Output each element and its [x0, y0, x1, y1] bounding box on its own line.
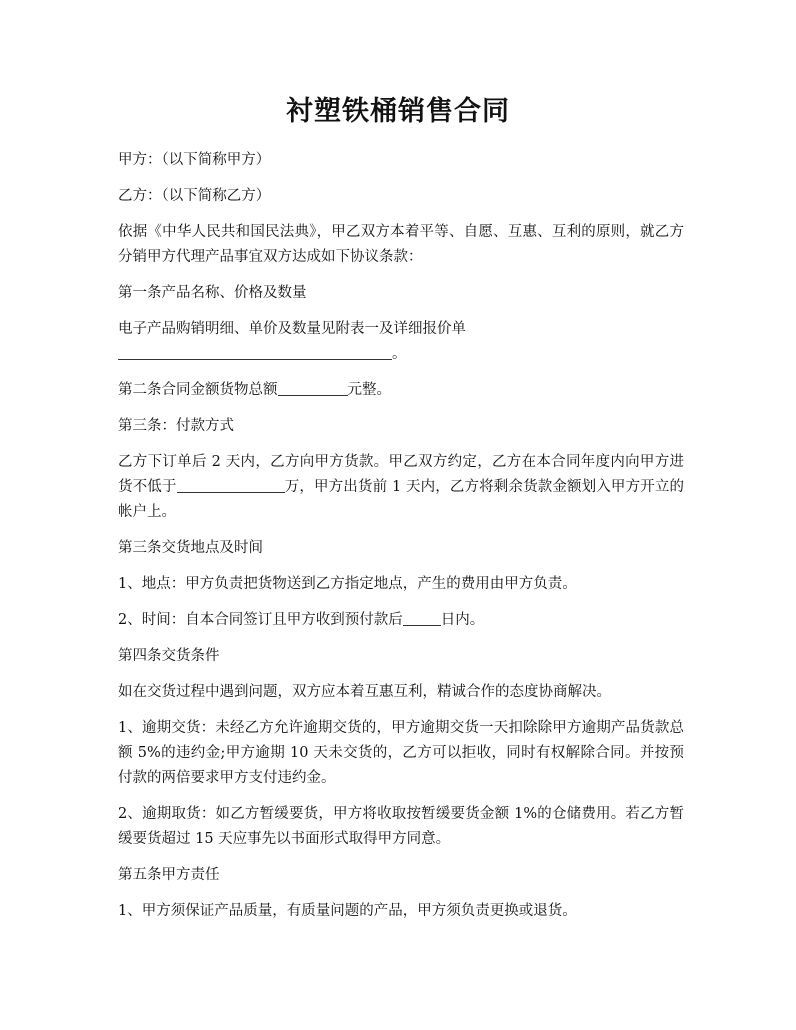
amount-blank: [278, 381, 348, 397]
article-5-heading: 第五条甲方责任: [118, 867, 220, 883]
days-blank: [403, 611, 441, 627]
article-4-intro: 如在交货过程中遇到问题，双方应本着互惠互利，精诚合作的态度协商解决。: [118, 684, 611, 700]
party-b-line: 乙方：（以下简称乙方）: [118, 188, 271, 204]
delivery-time-start: 2、时间：自本合同签订且甲方收到预付款后: [118, 612, 403, 628]
article-5-item-1: 1、甲方须保证产品质量，有质量问题的产品，甲方须负责更换或退货。: [118, 903, 577, 919]
article-4-item-2: 2、逾期取货：如乙方暂缓要货，甲方将收取按暂缓要货金额 1%的仓储费用。若乙方暂缓要货超过 15 天应事先以书面形式取得甲方同意。: [118, 806, 684, 847]
article-1-heading: 第一条产品名称、价格及数量: [118, 285, 307, 301]
article-3-text-start: 乙方下订单后 2 天内，乙方向甲方货款。甲乙双方约定，乙方在本合同年度内向甲方进货不低于: [118, 454, 684, 495]
article-3-text-end: 万，甲方出货前 1 天内，乙方将剩余货款金额划入甲方开立的帐户上。: [118, 479, 684, 520]
party-a-line: 甲方：（以下简称甲方）: [118, 152, 271, 168]
article-3-text: [118, 450, 684, 525]
article-3b-heading: 第三条交货地点及时间: [118, 540, 263, 556]
purchase-amount-blank: [177, 478, 285, 494]
article-2-line: [118, 378, 684, 403]
article-2-text-start: 第二条合同金额货物总额: [118, 382, 278, 398]
article-3-heading: 第三条：付款方式: [118, 418, 234, 434]
article-1-text-start: 电子产品购销明细、单价及数量见附表一及详细报价单: [118, 321, 466, 337]
article-4-item-1: 1、逾期交货：未经乙方允许逾期交货的，甲方逾期交货一天扣除除甲方逾期产品货款总额 5%的违约金;甲方逾期 10 天未交货的，乙方可以拒收，同时有权解除合同。并按预付款的两倍要求甲方支付违约金。: [118, 720, 684, 786]
delivery-time-end: 日内。: [440, 612, 485, 628]
delivery-location: 1、地点：甲方负责把货物送到乙方指定地点，产生的费用由甲方负责。: [118, 576, 577, 592]
document-title: 衬塑铁桶销售合同: [286, 96, 510, 127]
document-body: [118, 148, 684, 935]
intro-paragraph: 依据《中华人民共和国民法典》，甲乙双方本着平等、自愿、互惠、互利的原则，就乙方分销甲方代理产品事宜双方达成如下协议条款：: [118, 224, 684, 265]
article-1-text-end: 。: [392, 346, 407, 362]
delivery-time: [118, 608, 684, 633]
quote-blank: [118, 345, 392, 361]
article-4-heading: 第四条交货条件: [118, 648, 220, 664]
article-2-text-end: 元整。: [347, 382, 391, 398]
article-1-text: [118, 317, 684, 367]
